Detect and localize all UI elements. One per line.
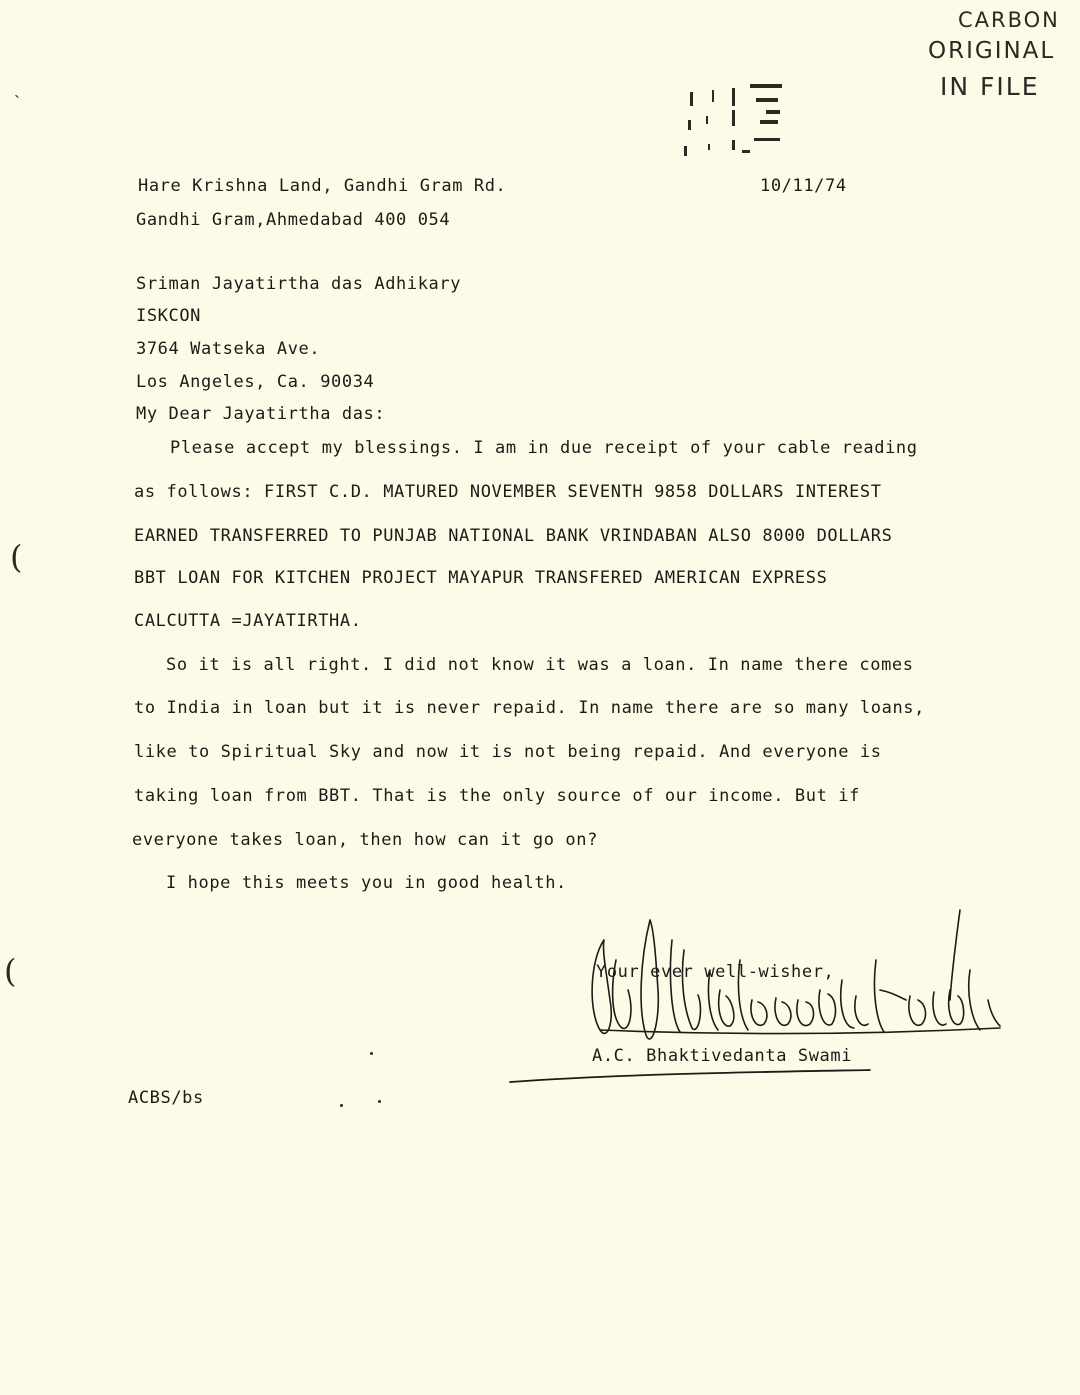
body-line: BBT LOAN FOR KITCHEN PROJECT MAYAPUR TRANSFERED AMERICAN EXPRESS — [134, 568, 828, 588]
margin-tick: ˏ — [14, 78, 20, 99]
body-line: everyone takes loan, then how can it go on? — [132, 830, 598, 850]
stamp-carbon: CARBON — [958, 8, 1060, 32]
body-line: Please accept my blessings. I am in due receipt of your cable reading — [170, 438, 918, 458]
recipient-line-4: Los Angeles, Ca. 90034 — [136, 372, 375, 392]
signature-underline — [500, 1066, 880, 1086]
body-line: So it is all right. I did not know it was a loan. In name there comes — [166, 655, 914, 675]
speck — [378, 1100, 381, 1103]
body-line: CALCUTTA =JAYATIRTHA. — [134, 611, 362, 631]
body-line: as follows: FIRST C.D. MATURED NOVEMBER SEVENTH 9858 DOLLARS INTEREST — [134, 482, 882, 502]
body-line: taking loan from BBT. That is the only source of our income. But if — [134, 786, 860, 806]
body-line: EARNED TRANSFERRED TO PUNJAB NATIONAL BANK VRINDABAN ALSO 8000 DOLLARS — [134, 526, 893, 546]
letter-date: 10/11/74 — [760, 176, 847, 196]
speck — [340, 1104, 343, 1107]
hole-punch-mark-1: ( — [10, 538, 23, 576]
body-line: like to Spiritual Sky and now it is not being repaid. And everyone is — [134, 742, 882, 762]
reference-initials: ACBS/bs — [128, 1088, 204, 1108]
body-line: to India in loan but it is never repaid. In name there are so many loans, — [134, 698, 925, 718]
stamp-in-file: IN FILE — [940, 72, 1040, 101]
body-line: I hope this meets you in good health. — [166, 873, 567, 893]
recipient-line-1: Sriman Jayatirtha das Adhikary — [136, 274, 462, 294]
recipient-line-2: ISKCON — [136, 306, 202, 326]
salutation: My Dear Jayatirtha das: — [136, 404, 386, 424]
signature-name: A.C. Bhaktivedanta Swami — [592, 1046, 853, 1066]
speck — [370, 1052, 373, 1055]
closing: Your ever well-wisher, — [596, 962, 835, 982]
stamp-original: ORIGINAL — [928, 38, 1056, 64]
sender-address-line-2: Gandhi Gram,Ahmedabad 400 054 — [136, 210, 451, 230]
recipient-line-3: 3764 Watseka Ave. — [136, 339, 321, 359]
smudge-mark — [670, 80, 800, 170]
sender-address-line-1: Hare Krishna Land, Gandhi Gram Rd. — [138, 176, 507, 196]
hole-punch-mark-2: ( — [4, 952, 17, 990]
